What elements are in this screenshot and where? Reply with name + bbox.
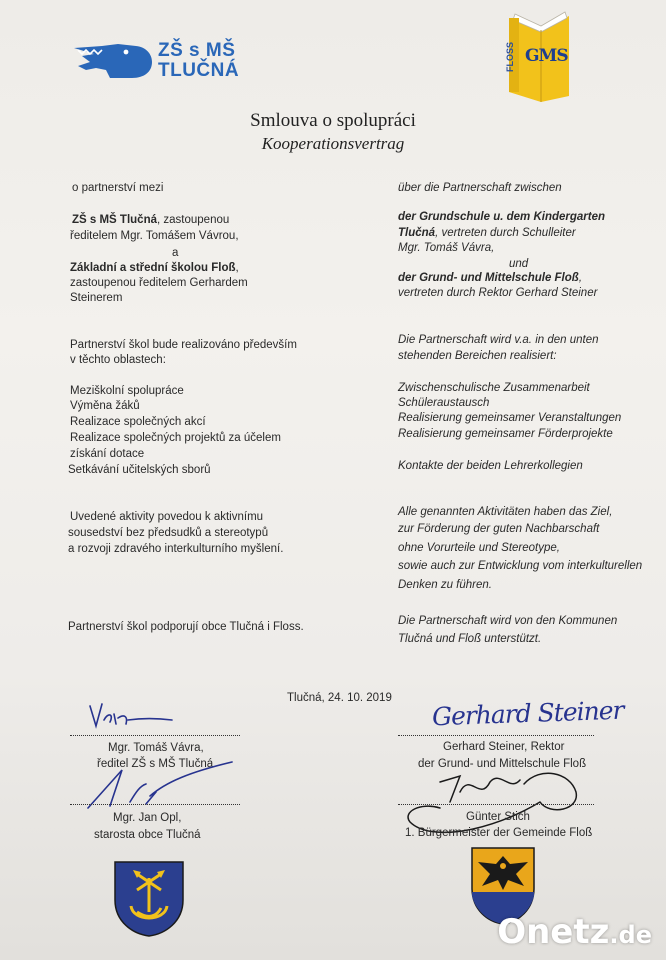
de-party1-name: Tlučná (398, 227, 436, 239)
cz-area-item: Realizace společných akcí (70, 416, 206, 428)
floss-logo (505, 12, 573, 102)
de-party2 (398, 271, 582, 286)
de-party1-rest: , vertreten durch Schulleiter (435, 227, 576, 239)
cz-and: a (172, 247, 179, 259)
cz-party1-line2: ředitelem Mgr. Tomášem Vávrou, (70, 230, 239, 242)
de-intro: über die Partnerschaft zwischen (398, 182, 562, 194)
sig-left1-name: Mgr. Tomáš Vávra, (108, 742, 204, 754)
cz-party1-name: ZŠ s MŠ Tlučná (72, 214, 157, 226)
cz-party1 (72, 213, 229, 228)
sig-left1-role: ředitel ZŠ s MŠ Tlučná (97, 758, 214, 770)
cz-goal-line: sousedství bez předsudků a stereotypů (68, 527, 269, 539)
de-party1-line2 (398, 226, 576, 241)
de-area-item: Realisierung gemeinsamer Förderprojekte (398, 428, 613, 440)
de-area-item: Schüleraustausch (398, 397, 490, 409)
school-logo-line2: TLUČNÁ (158, 60, 240, 81)
title-cz: Smlouva o spolupráci (250, 110, 416, 131)
cz-area-item: Meziškolní spolupráce (70, 385, 184, 397)
signature-line (70, 804, 240, 805)
cz-party2 (70, 261, 239, 276)
cz-area-item: Setkávání učitelských sborů (68, 464, 211, 476)
floss-logo-letters: GMS (525, 46, 568, 66)
de-support2: Tlučná und Floß unterstützt. (398, 633, 542, 645)
floss-logo-text: FLOSS (505, 41, 516, 73)
de-party2-rest: , (578, 272, 583, 284)
sig-left2-role: starosta obce Tlučná (94, 829, 201, 841)
de-area-item: Kontakte der beiden Lehrerkollegien (398, 460, 583, 472)
de-area-item: Zwischenschulische Zusammenarbeit (398, 382, 590, 394)
cz-party2-line3: Steinerem (70, 292, 123, 304)
cz-goal-line: Uvedené aktivity povedou k aktivnímu (70, 511, 264, 523)
school-logo-line1: ZŠ s MŠ (158, 40, 236, 61)
watermark-tld: .de (609, 921, 652, 949)
de-goal-line: zur Förderung der guten Nachbarschaft (398, 523, 600, 535)
tlucna-coat-of-arms-icon (113, 860, 185, 938)
cz-support: Partnerství škol podporují obce Tlučná i Floss. (68, 621, 304, 633)
signature-steiner: Gerhard Steiner (431, 695, 624, 732)
cz-areas-intro1: Partnerství škol bude realizováno především (70, 339, 297, 351)
de-goal-line: Alle genannten Aktivitäten haben das Ziel, (398, 506, 613, 518)
signature-line (70, 735, 240, 736)
cz-goal-line: a rozvoji zdravého interkulturního myšlení. (68, 543, 284, 555)
cz-area-item: Výměna žáků (70, 400, 140, 412)
watermark-brand: Onetz (497, 912, 610, 952)
cz-party1-rest: , zastoupenou (157, 214, 230, 226)
cz-party2-name: Základní a střední školou Floß (70, 262, 236, 274)
signature-line (398, 735, 594, 736)
sig-right2-name: Günter Stich (466, 811, 530, 823)
sig-left2-name: Mgr. Jan Opl, (113, 812, 182, 824)
de-party1-line1: der Grundschule u. dem Kindergarten (398, 211, 606, 223)
signature-vavra (86, 700, 176, 734)
de-goal-line: ohne Vorurteile und Stereotype, (398, 542, 560, 554)
sig-right1-name: Gerhard Steiner, Rektor (443, 741, 565, 753)
de-party2-line2: vertreten durch Rektor Gerhard Steiner (398, 287, 598, 299)
de-goal-line: sowie auch zur Entwicklung vom interkulturellen (398, 560, 643, 572)
signature-line (398, 804, 594, 805)
onetz-watermark (497, 912, 652, 952)
de-party1-line3: Mgr. Tomáš Vávra, (398, 242, 495, 254)
crocodile-logo-icon (72, 40, 154, 82)
de-party2-name: der Grund- und Mittelschule Floß (398, 272, 579, 284)
de-and: und (509, 258, 529, 270)
de-areas-intro1: Die Partnerschaft wird v.a. in den unten (398, 334, 599, 346)
cz-party2-rest: , (235, 262, 239, 274)
de-area-item: Realisierung gemeinsamer Veranstaltungen (398, 412, 622, 424)
cz-party2-line2: zastoupenou ředitelem Gerhardem (70, 277, 248, 289)
title-de: Kooperationsvertrag (261, 134, 405, 153)
sig-right2-role: 1. Bürgermeister der Gemeinde Floß (405, 827, 593, 839)
cz-area-item: získání dotace (70, 448, 145, 460)
de-goal-line: Denken zu führen. (398, 579, 492, 591)
cz-area-item: Realizace společných projektů za účelem (70, 432, 281, 444)
cz-intro: o partnerství mezi (72, 182, 164, 194)
de-support1: Die Partnerschaft wird von den Kommunen (398, 615, 618, 627)
sig-right1-role: der Grund- und Mittelschule Floß (418, 758, 587, 770)
cz-areas-intro2: v těchto oblastech: (70, 354, 166, 366)
place-date: Tlučná, 24. 10. 2019 (287, 692, 392, 704)
de-areas-intro2: stehenden Bereichen realisiert: (398, 350, 557, 362)
